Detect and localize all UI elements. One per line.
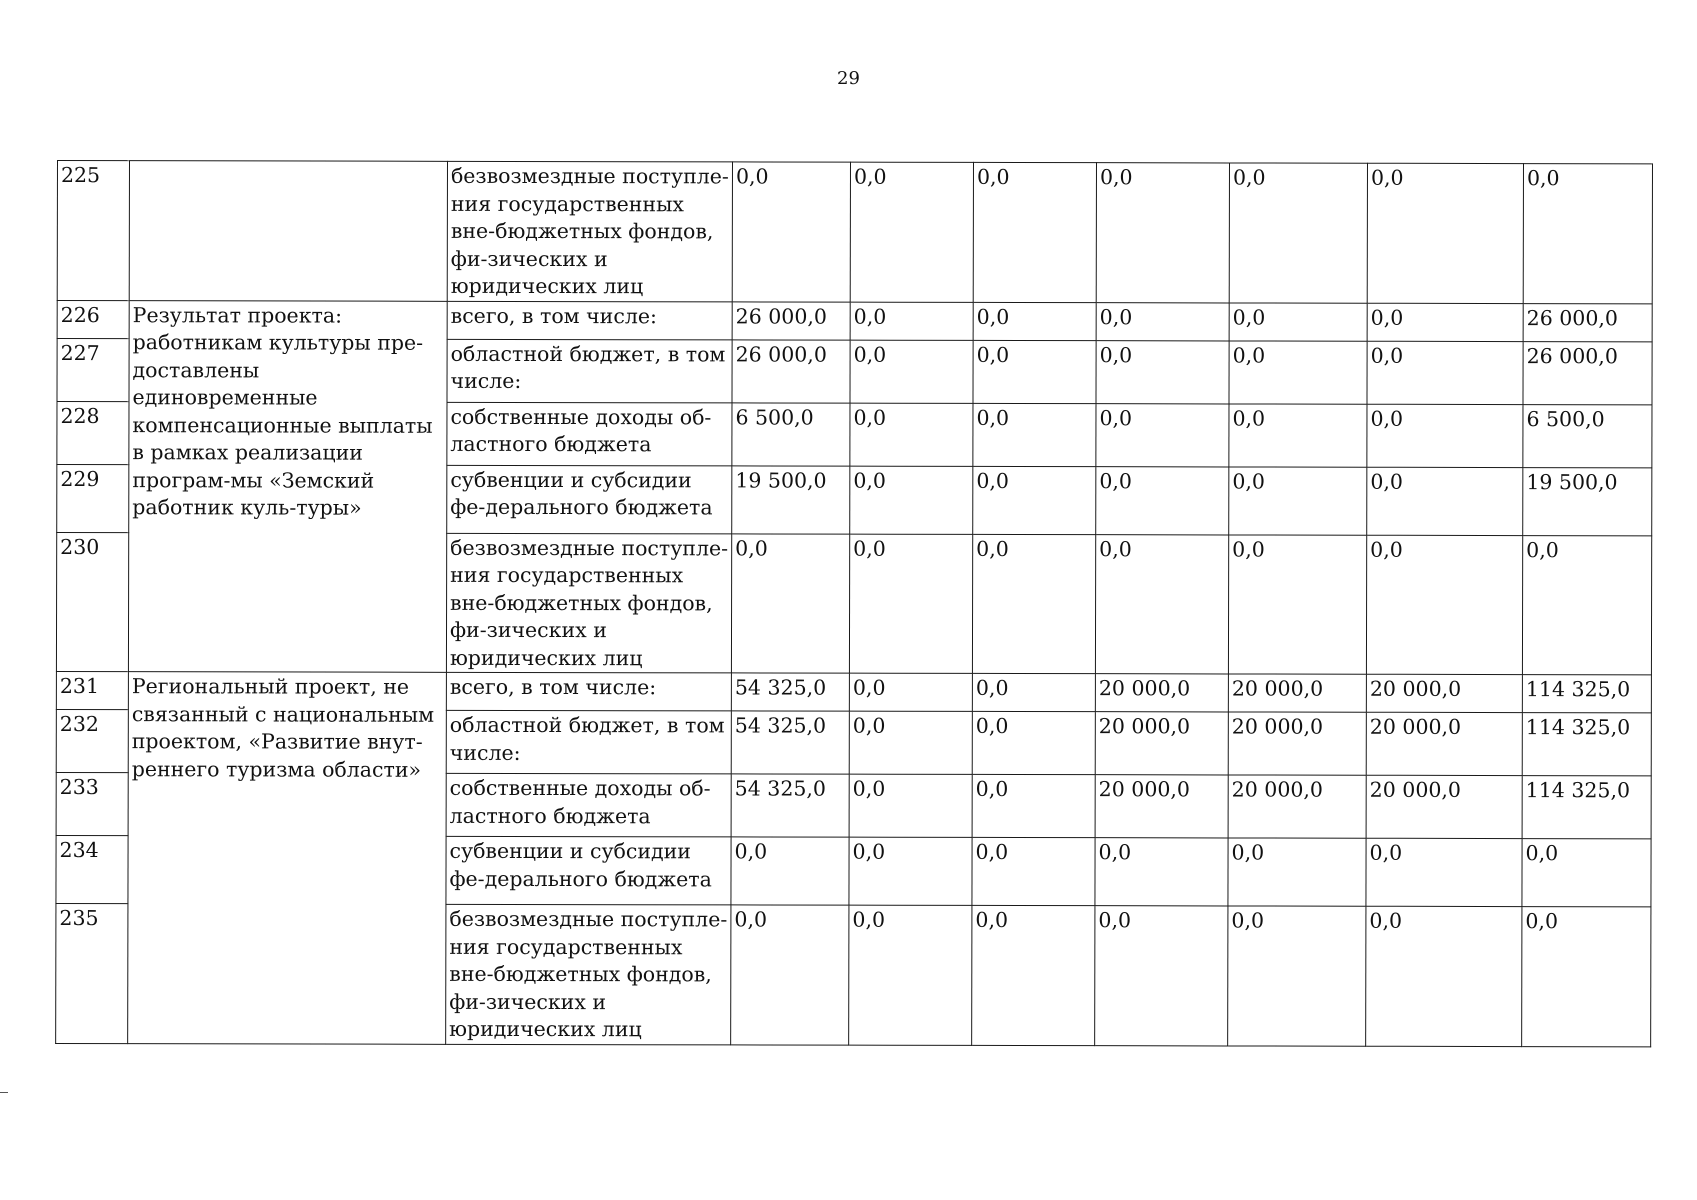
- row-number: 235: [56, 903, 128, 1043]
- value-cell-7: 114 325,0: [1522, 675, 1651, 713]
- value-cell-7: 6 500,0: [1523, 404, 1652, 467]
- value-cell-5: 0,0: [1229, 302, 1367, 340]
- value-cell-2: 0,0: [850, 302, 973, 340]
- value-cell-5: 0,0: [1228, 838, 1366, 906]
- value-cell-3: 0,0: [972, 905, 1095, 1045]
- value-cell-3: 0,0: [973, 302, 1096, 340]
- value-cell-4: 0,0: [1096, 403, 1229, 466]
- funding-source: областной бюджет, в том числе:: [447, 339, 732, 403]
- value-cell-1: 19 500,0: [732, 465, 850, 533]
- page-number: 29: [837, 68, 860, 89]
- table-row: [57, 300, 1652, 341]
- funding-source: областной бюджет, в том числе:: [446, 710, 731, 774]
- value-cell-4: 20 000,0: [1095, 712, 1228, 775]
- funding-source: безвозмездные поступле-ния государственных вне-бюджетных фондов, фи-зических и юридических лиц: [446, 904, 731, 1044]
- value-cell-2: 0,0: [850, 403, 973, 466]
- row-number: 234: [56, 835, 128, 903]
- value-cell-1: 6 500,0: [732, 402, 850, 465]
- funding-source: субвенции и субсидии фе-дерального бюджета: [447, 465, 732, 534]
- value-cell-5: 0,0: [1228, 906, 1366, 1046]
- value-cell-7: 0,0: [1522, 839, 1651, 907]
- value-cell-6: 20 000,0: [1366, 674, 1522, 712]
- value-cell-4: 20 000,0: [1095, 674, 1228, 712]
- value-cell-7: 26 000,0: [1523, 303, 1652, 341]
- budget-table: [55, 160, 1653, 1047]
- project-description: [129, 161, 447, 301]
- row-number: 226: [57, 300, 129, 338]
- value-cell-6: 20 000,0: [1366, 712, 1522, 775]
- value-cell-1: 26 000,0: [732, 339, 850, 402]
- value-cell-1: 0,0: [731, 905, 849, 1045]
- value-cell-3: 0,0: [972, 673, 1095, 711]
- value-cell-1: 26 000,0: [732, 301, 850, 339]
- value-cell-4: 0,0: [1095, 534, 1228, 674]
- value-cell-6: 0,0: [1367, 341, 1523, 404]
- table-row: [56, 671, 1651, 712]
- value-cell-2: 0,0: [850, 466, 973, 534]
- value-cell-4: 0,0: [1096, 340, 1229, 403]
- table-body: [56, 161, 1653, 1047]
- value-cell-7: 19 500,0: [1523, 467, 1652, 535]
- funding-source: собственные доходы об-ластного бюджета: [447, 402, 732, 466]
- value-cell-3: 0,0: [972, 534, 1095, 674]
- value-cell-2: 0,0: [850, 340, 973, 403]
- value-cell-3: 0,0: [972, 837, 1095, 905]
- value-cell-5: 0,0: [1229, 163, 1367, 303]
- value-cell-6: 0,0: [1366, 838, 1522, 906]
- value-cell-3: 0,0: [973, 403, 1096, 466]
- row-number: 232: [56, 709, 128, 772]
- value-cell-6: 0,0: [1367, 467, 1523, 535]
- value-cell-1: 54 325,0: [731, 711, 849, 774]
- value-cell-2: 0,0: [849, 774, 972, 837]
- value-cell-3: 0,0: [972, 774, 1095, 837]
- funding-source: всего, в том числе:: [446, 672, 731, 711]
- value-cell-6: 0,0: [1366, 906, 1522, 1046]
- value-cell-6: 20 000,0: [1366, 775, 1522, 838]
- value-cell-7: 114 325,0: [1522, 713, 1651, 776]
- row-number: 227: [57, 338, 129, 401]
- value-cell-7: 0,0: [1522, 535, 1651, 675]
- value-cell-7: 0,0: [1523, 164, 1652, 304]
- row-number: 231: [56, 671, 128, 709]
- scan-margin-mark: [0, 1092, 8, 1093]
- funding-source: безвозмездные поступле-ния государственных вне-бюджетных фондов, фи-зических и юридических лиц: [447, 161, 732, 301]
- value-cell-6: 0,0: [1366, 535, 1522, 675]
- funding-source: собственные доходы об-ластного бюджета: [446, 773, 731, 837]
- value-cell-5: 20 000,0: [1228, 712, 1366, 775]
- value-cell-5: 0,0: [1229, 340, 1367, 403]
- value-cell-3: 0,0: [972, 711, 1095, 774]
- project-description: Результат проекта: работникам культуры пре-доставлены единовременные компенсационные выплаты в рамках реализации програм-мы «Земский работник куль-туры»: [128, 300, 447, 672]
- value-cell-7: 0,0: [1522, 907, 1651, 1047]
- value-cell-1: 0,0: [731, 533, 849, 673]
- value-cell-4: 0,0: [1096, 466, 1229, 534]
- funding-source: безвозмездные поступле-ния государственных вне-бюджетных фондов, фи-зических и юридических лиц: [446, 533, 731, 673]
- funding-source: субвенции и субсидии фе-дерального бюджета: [446, 836, 731, 905]
- value-cell-5: 20 000,0: [1228, 674, 1366, 712]
- value-cell-5: 20 000,0: [1228, 775, 1366, 838]
- value-cell-7: 114 325,0: [1522, 776, 1651, 839]
- value-cell-2: 0,0: [849, 673, 972, 711]
- value-cell-2: 0,0: [849, 711, 972, 774]
- value-cell-3: 0,0: [973, 162, 1096, 302]
- value-cell-6: 0,0: [1367, 404, 1523, 467]
- value-cell-4: 0,0: [1096, 302, 1229, 340]
- value-cell-1: 0,0: [731, 837, 849, 905]
- value-cell-2: 0,0: [849, 534, 972, 674]
- value-cell-1: 0,0: [732, 162, 850, 302]
- value-cell-6: 0,0: [1367, 303, 1523, 341]
- value-cell-4: 0,0: [1095, 838, 1228, 906]
- value-cell-1: 54 325,0: [731, 774, 849, 837]
- funding-source: всего, в том числе:: [447, 301, 732, 340]
- value-cell-7: 26 000,0: [1523, 341, 1652, 404]
- value-cell-5: 0,0: [1229, 403, 1367, 466]
- value-cell-2: 0,0: [850, 162, 973, 302]
- value-cell-3: 0,0: [973, 466, 1096, 534]
- value-cell-1: 54 325,0: [731, 673, 849, 711]
- value-cell-2: 0,0: [849, 905, 972, 1045]
- value-cell-6: 0,0: [1367, 163, 1523, 303]
- project-description: Региональный проект, не связанный с национальным проектом, «Развитие внут-реннего туризма области»: [128, 672, 447, 1044]
- row-number: 230: [56, 532, 128, 672]
- value-cell-5: 0,0: [1228, 534, 1366, 674]
- value-cell-4: 0,0: [1096, 163, 1229, 303]
- row-number: 228: [57, 401, 129, 464]
- row-number: 233: [56, 772, 128, 835]
- table-row: [57, 161, 1652, 304]
- value-cell-4: 20 000,0: [1095, 775, 1228, 838]
- row-number: 229: [57, 464, 129, 532]
- value-cell-2: 0,0: [849, 837, 972, 905]
- value-cell-4: 0,0: [1095, 906, 1228, 1046]
- value-cell-3: 0,0: [973, 340, 1096, 403]
- value-cell-5: 0,0: [1229, 466, 1367, 534]
- row-number: 225: [57, 161, 129, 301]
